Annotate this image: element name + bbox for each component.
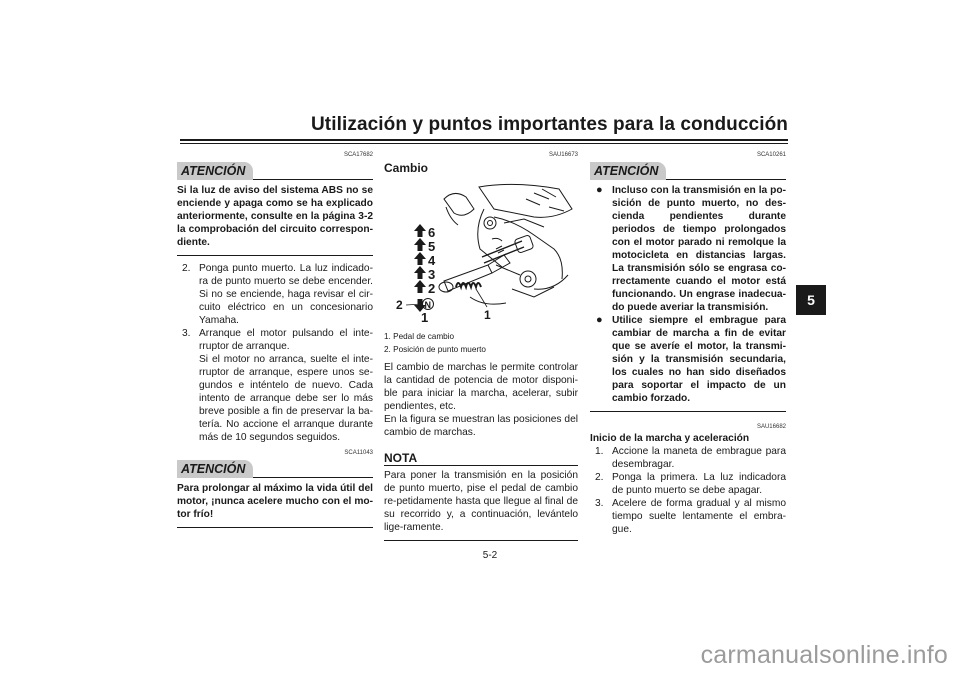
step-text: Accione la maneta de embrague para desembragar.: [612, 446, 786, 470]
page-title: Utilización y puntos importantes para la conducción: [310, 114, 788, 135]
warning-text: Para prolongar al máximo la vida útil del motor, ¡nunca acelere mucho con el mo-tor frío!: [177, 483, 373, 520]
title-rule: [180, 139, 788, 141]
step-number: 2.: [182, 263, 191, 274]
gear-label-5: 5: [428, 239, 436, 254]
warning-label: ATENCIÓN: [590, 162, 666, 180]
warning-label: ATENCIÓN: [177, 162, 253, 180]
list-item: [590, 445, 786, 471]
gear-shift-illustration: [384, 179, 578, 329]
list-item: [590, 184, 786, 314]
column-left: [177, 152, 373, 534]
chapter-tab[interactable]: 5: [796, 285, 826, 315]
warning-code: SCA11043: [344, 450, 373, 456]
note-text: Para poner la transmisión en la posición de punto muerto, pise el pedal de cambio re-petidamente hasta que llegue al final de su recorrido y, a continuación, levántelo lige-ramente.: [384, 470, 578, 533]
warning-label: ATENCIÓN: [177, 460, 253, 478]
warning-end-rule: [177, 521, 373, 528]
list-item: [177, 327, 373, 444]
step-number: 1.: [595, 446, 604, 457]
warning-code: SCA10261: [756, 152, 786, 158]
column-middle: [384, 152, 578, 547]
warning-header: [177, 458, 373, 478]
callout-1: 1: [484, 308, 491, 322]
gear-label-2: 2: [428, 281, 436, 296]
list-item: [590, 314, 786, 405]
body-paragraph: En la figura se muestran las posiciones del cambio de marchas.: [384, 414, 578, 438]
bullet-text: Utilice siempre el embrague para cambiar de marcha a fin de evitar que se averíe el motor, la transmi-sión y la transmisión secundaria, los cuales no han sido diseñados para soportar el impacto de un cambio forzado.: [612, 315, 786, 404]
warning-end-rule: [590, 405, 786, 412]
list-item: [590, 497, 786, 536]
warning-text: Si la luz de aviso del sistema ABS no se enciende y apaga como se ha explicado anteriormente, consulte en la página 3-2 la comprobación del circuito correspon-diente.: [177, 185, 373, 248]
gear-label-3: 3: [428, 267, 436, 282]
bullet-text: Incluso con la transmisión en la po-sición de punto muerto, no des-cienda pendientes durante periodos de tiempo prolongados con el motor parado ni remolque la motocicleta en distancias largas. La transmisión sólo se engrasa co-rrectamente cuando el motor está funcionando. Un engrase inadecua-do puede averiar la transmisión.: [612, 185, 786, 313]
warning-end-rule: [177, 249, 373, 256]
step-text: Acelere de forma gradual y al mismo tiempo suelte lentamente el embra-gue.: [612, 498, 786, 535]
section-code: SAU16682: [756, 424, 786, 430]
step-number: 3.: [595, 498, 604, 509]
step-main: Arranque el motor pulsando el inte-rruptor de arranque.: [199, 328, 373, 352]
step-text: Ponga punto muerto. La luz indicado-ra de punto muerto se debe encender. Si no se enciende, haga revisar el cir-cuito eléctrico en un concesionario Yamaha.: [199, 263, 373, 326]
gear-label-4: 4: [428, 253, 436, 268]
step-text: Ponga la primera. La luz indicadora de punto muerto se debe apagar.: [612, 472, 786, 496]
note-header: [384, 449, 578, 466]
list-item: [177, 262, 373, 327]
gear-label-6: 6: [428, 225, 436, 240]
body-paragraph: El cambio de marchas le permite controlar la cantidad de potencia de motor disponi-ble para iniciar la marcha, acelerar, subir pendientes, etc.: [384, 362, 578, 412]
callout-2: 2: [396, 298, 403, 312]
step-extra: Si el motor no arranca, suelte el inte-rruptor de arranque, espere unos se-gundos e inténtelo de nuevo. Cada intento de arranque debe ser lo más breve posible a fin de preservar la ba-tería. No accione el arranque durante más de 10 segundos seguidos.: [199, 354, 373, 443]
step-number: 3.: [182, 328, 191, 339]
section-code: SAU16673: [548, 152, 578, 158]
column-right: [590, 152, 786, 536]
callout-1-leader: [476, 289, 487, 307]
note-label: NOTA: [384, 451, 418, 465]
page-number: 5-2: [482, 550, 498, 561]
figure-caption: 2. Posición de punto muerto: [384, 345, 486, 354]
step-text: [199, 327, 373, 444]
gear-shift-figure: [384, 179, 578, 329]
note-end-rule: [384, 534, 578, 541]
figure-caption: 1. Pedal de cambio: [384, 332, 455, 341]
gear-label-n: N: [424, 300, 431, 310]
watermark: carmanualsonline.info: [700, 641, 948, 669]
section-title: Cambio: [384, 161, 429, 175]
warning-header: [590, 160, 786, 180]
section-title: Inicio de la marcha y aceleración: [590, 433, 750, 444]
warning-header: [177, 160, 373, 180]
gear-label-1: 1: [421, 310, 429, 325]
step-number: 2.: [595, 472, 604, 483]
warning-code: SCA17682: [343, 152, 373, 158]
title-rule-thin: [180, 143, 788, 144]
bullet-icon: ●: [596, 314, 603, 326]
list-item: [590, 471, 786, 497]
bullet-icon: ●: [596, 184, 603, 196]
